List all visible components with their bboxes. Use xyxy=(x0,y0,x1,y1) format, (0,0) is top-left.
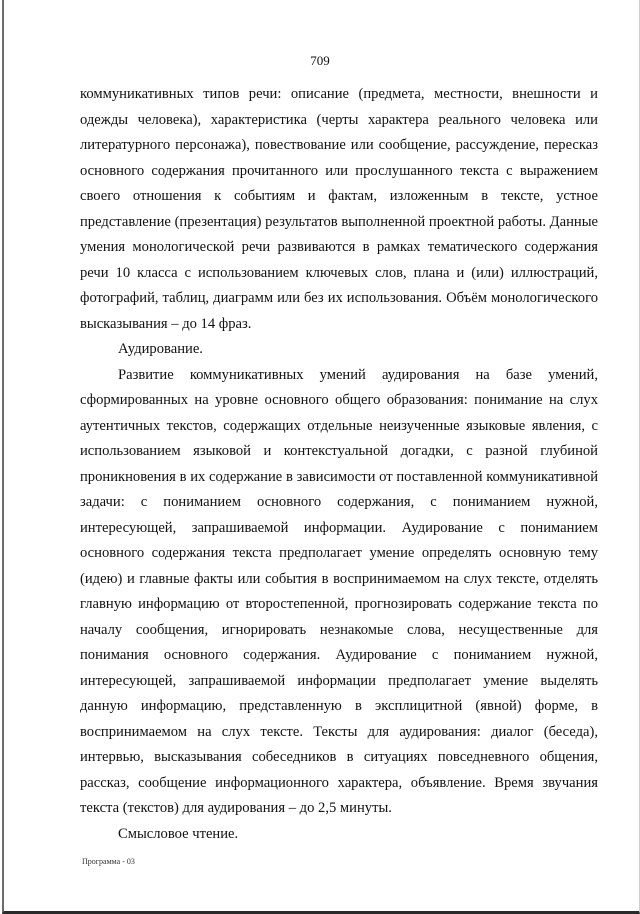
document-body xyxy=(80,82,598,847)
page-number: 709 xyxy=(310,53,330,68)
paragraph-monologue: коммуникативных типов речи: описание (предмета, местности, внешности и одежды человека), характеристика (черты характера реального человека или литературного персонажа), повествование или сообщение, рассуждение, пересказ основного содержания прочитанного или прослушанного текста с выражением своего отношения к событиям и фактам, изложенным в тексте, устное представление (презентация) результатов выполненной проектной работы. Данные умения монологической речи развиваются в рамках тематического содержания речи 10 класса с использованием ключевых слов, плана и (или) иллюстраций, фотографий, таблиц, диаграмм или без их использования. Объём монологического высказывания – до 14 фраз. xyxy=(80,86,598,332)
heading-reading: Смысловое чтение. xyxy=(118,825,239,842)
heading-listening: Аудирование. xyxy=(118,341,203,357)
paragraph-listening: Развитие коммуникативных умений аудирования на базе умений, сформированных на уровне основного общего образования: понимание на слух аутентичных текстов, содержащих отдельные неизученные языковые явления, с использованием языковой и контекстуальной догадки, с разной глубиной проникновения в их содержание в зависимости от поставленной коммуникативной задачи: с пониманием основного содержания, с пониманием нужной, интересующей, запрашиваемой информации. Аудирование с пониманием основного содержания текста предполагает умение определять основную тему (идею) и главные факты или события в воспринимаемом на слух тексте, отделять главную информацию от второстепенной, прогнозировать содержание текста по началу сообщения, игнорировать незнакомые слова, несущественные для понимания основного содержания. Аудирование с пониманием нужной, интересующей, запрашиваемой информации предполагает умение выделять данную информацию, представленную в эксплицитной (явной) форме, в воспринимаемом на слух тексте. Тексты для аудирования: диалог (беседа), интервью, высказывания собеседников в ситуациях повседневного общения, рассказ, сообщение информационного характера, объявление. Время звучания текста (текстов) для аудирования – до 2,5 минуты. xyxy=(80,366,598,816)
footer-label: Программа - 03 xyxy=(82,857,135,866)
